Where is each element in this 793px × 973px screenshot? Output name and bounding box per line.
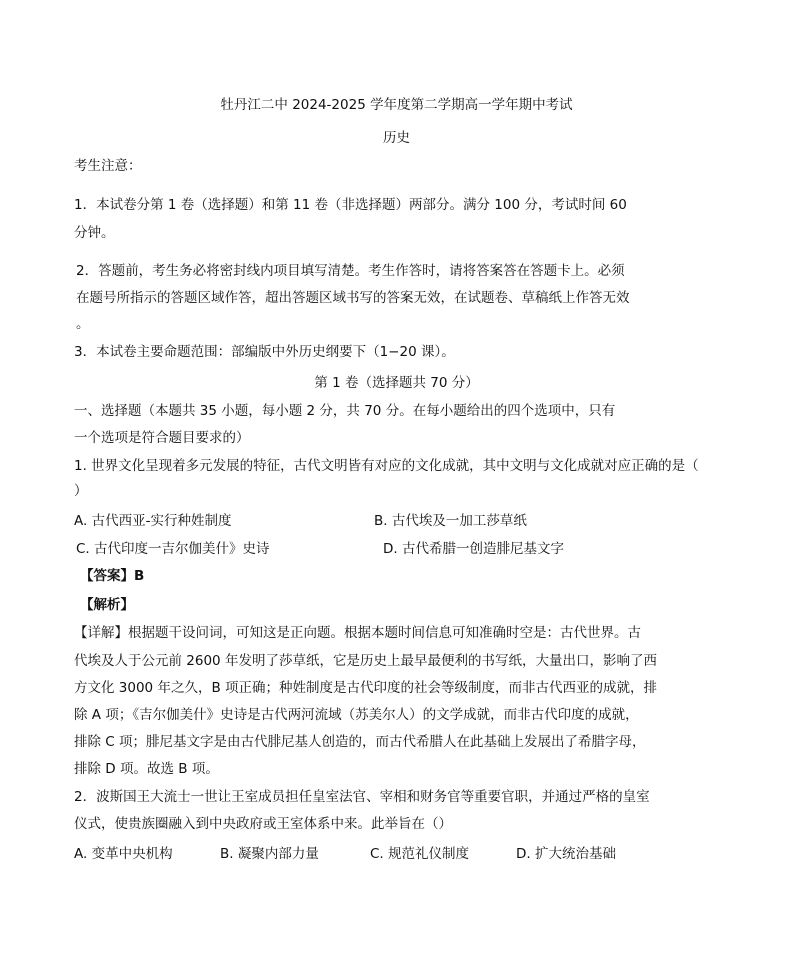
q1-option-d: D. 古代希腊一创造腓尼基文字 (383, 541, 564, 557)
notice-item-1-line-2: 分钟。 (74, 225, 115, 241)
q1-detail-line-2: 代埃及人于公元前 2600 年发明了莎草纸，它是历史上最早最便利的书写纸，大量出口，影响了西 (74, 653, 657, 669)
q1-detail-line-3: 方文化 3000 年之久，B 项正确；种姓制度是古代印度的社会等级制度，而非古代西亚的成就，排 (74, 680, 657, 696)
q1-detail-line-6: 排除 D 项。故选 B 项。 (74, 761, 219, 777)
q1-option-c: C. 古代印度一吉尔伽美什》史诗 (76, 541, 270, 557)
subject-title: 历史 (383, 130, 410, 146)
q2-option-c: C. 规范礼仪制度 (370, 846, 470, 862)
section-heading: 第 1 卷（选择题共 70 分） (314, 375, 479, 391)
q1-detail-line-5: 排除 C 项；腓尼基文字是由古代腓尼基人创造的，而古代希腊人在此基础上发展出了希腊字母， (74, 734, 646, 750)
notice-item-2-line-1: 2．答题前，考生务必将密封线内项目填写清楚。考生作答时，请将答案答在答题卡上。必须 (76, 263, 625, 279)
notice-item-3: 3．本试卷主要命题范围：部编版中外历史纲要下（1−20 课）。 (74, 344, 455, 360)
q2-option-b: B. 凝聚内部力量 (220, 846, 319, 862)
q1-detail-line-4: 除 A 项；《吉尔伽美什》史诗是古代两河流域（苏美尔人）的文学成就，而非古代印度的成就， (74, 707, 639, 723)
section-intro-line-1: 一、选择题（本题共 35 小题，每小题 2 分，共 70 分。在每小题给出的四个选项中，只有 (74, 403, 616, 419)
q1-detail-line-1: 【详解】根据题干设问词，可知这是正向题。根据本题时间信息可知准确时空是：古代世界。古 (74, 625, 641, 641)
q1-analysis-label: 【解析】 (80, 597, 134, 613)
q1-answer: 【答案】B (80, 568, 145, 584)
notice-item-2-line-3: 。 (76, 316, 90, 332)
q1-stem-line-1: 1. 世界文化呈现着多元发展的特征，古代文明皆有对应的文化成就，其中文明与文化成就对应正确的是（ (74, 458, 699, 474)
section-intro-line-2: 一个选项是符合题目要求的） (74, 430, 250, 446)
q1-option-b: B. 古代埃及一加工莎草纸 (374, 513, 527, 529)
notice-item-2-line-2: 在题号所指示的答题区域作答，超出答题区域书写的答案无效，在试题卷、草稿纸上作答无效 (76, 290, 630, 306)
q2-stem-line-1: 2．波斯国王大流士一世让王室成员担任皇室法官、宰相和财务官等重要官职，并通过严格的皇室 (74, 789, 650, 805)
notice-heading: 考生注意： (74, 158, 142, 174)
q2-stem-line-2: 仪式，使贵族圈融入到中央政府或王室体系中来。此举旨在（） (74, 816, 452, 832)
q1-stem-line-2: ） (74, 483, 88, 499)
q1-option-a: A. 古代西亚-实行种姓制度 (74, 513, 232, 529)
notice-item-1-line-1: 1．本试卷分第 1 卷（选择题）和第 11 卷（非选择题）两部分。满分 100 分，考试时间 60 (74, 197, 627, 213)
q2-option-d: D. 扩大统治基础 (516, 846, 616, 862)
q2-option-a: A. 变革中央机构 (74, 846, 173, 862)
exam-title: 牡丹江二中 2024-2025 学年度第二学期高一学年期中考试 (220, 97, 573, 113)
